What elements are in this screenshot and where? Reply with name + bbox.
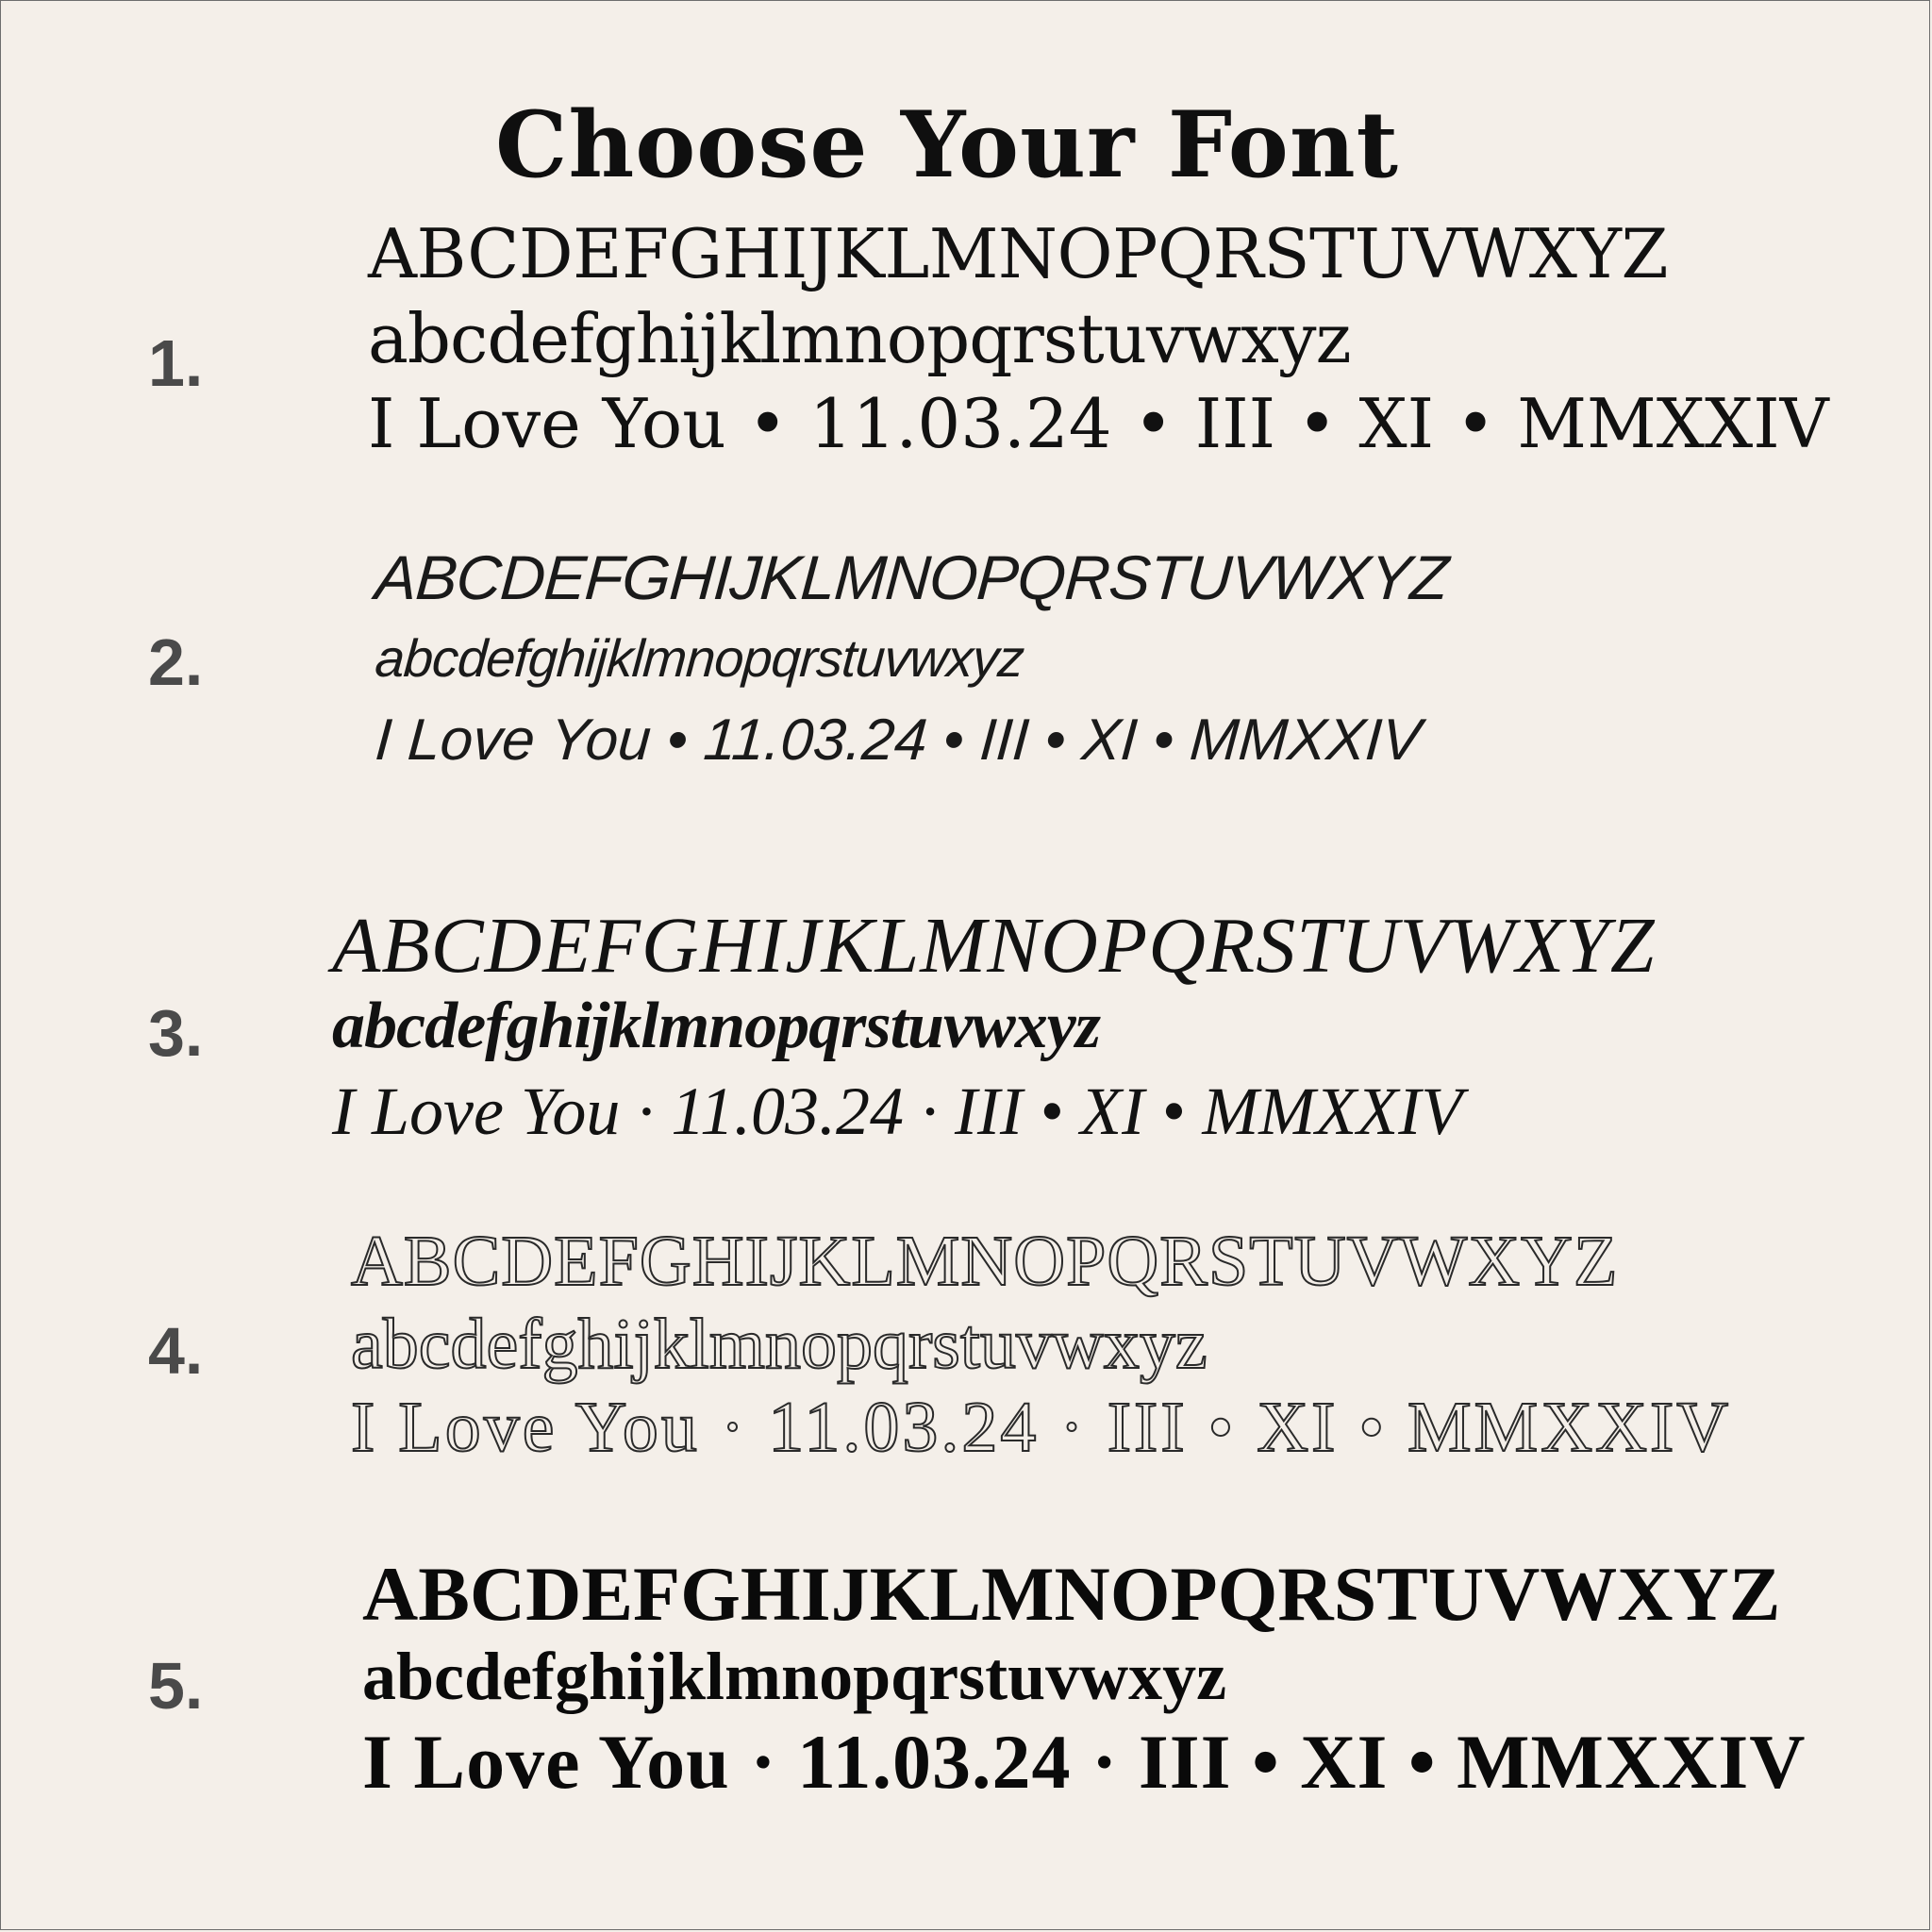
lowercase-sample: abcdefghijklmnopqrstuvwxyz	[362, 1639, 1227, 1714]
phrase-sample: I Love You • 11.03.24 • III • XI • MMXXIV	[368, 384, 1829, 463]
option-number: 3.	[148, 996, 204, 1070]
lowercase-sample: abcdefghijklmnopqrstuvwxyz	[332, 990, 1101, 1062]
option-number: 5.	[148, 1649, 204, 1723]
phrase-sample: I Love You · 11.03.24 · III • XI • MMXXIV	[332, 1074, 1463, 1149]
lowercase-sample: abcdefghijklmnopqrstuvwxyz	[351, 1305, 1208, 1384]
phrase-sample: I Love You · 11.03.24 · III • XI • MMXXIV	[362, 1719, 1807, 1805]
page-title: Choose Your Font	[495, 92, 1399, 199]
lowercase-sample: abcdefghijklmnopqrstuvwxyz	[368, 299, 1351, 378]
uppercase-sample: ABCDEFGHIJKLMNOPQRSTUVWXYZ	[373, 542, 1451, 612]
phrase-sample: I Love You • 11.03.24 • III • XI • MMXXIV	[373, 708, 1424, 773]
uppercase-sample: ABCDEFGHIJKLMNOPQRSTUVWXYZ	[362, 1551, 1781, 1637]
uppercase-sample: ABCDEFGHIJKLMNOPQRSTUVWXYZ	[368, 214, 1669, 293]
option-number: 4.	[148, 1314, 204, 1388]
uppercase-sample: ABCDEFGHIJKLMNOPQRSTUVWXYZ	[351, 1222, 1619, 1301]
uppercase-sample: ABCDEFGHIJKLMNOPQRSTUVWXYZ	[332, 902, 1656, 990]
phrase-sample: I Love You · 11.03.24 · III • XI • MMXXIV	[351, 1388, 1732, 1467]
option-number: 2.	[148, 625, 204, 699]
lowercase-sample: abcdefghijklmnopqrstuvwxyz	[373, 628, 1026, 688]
option-number: 1.	[148, 326, 204, 400]
